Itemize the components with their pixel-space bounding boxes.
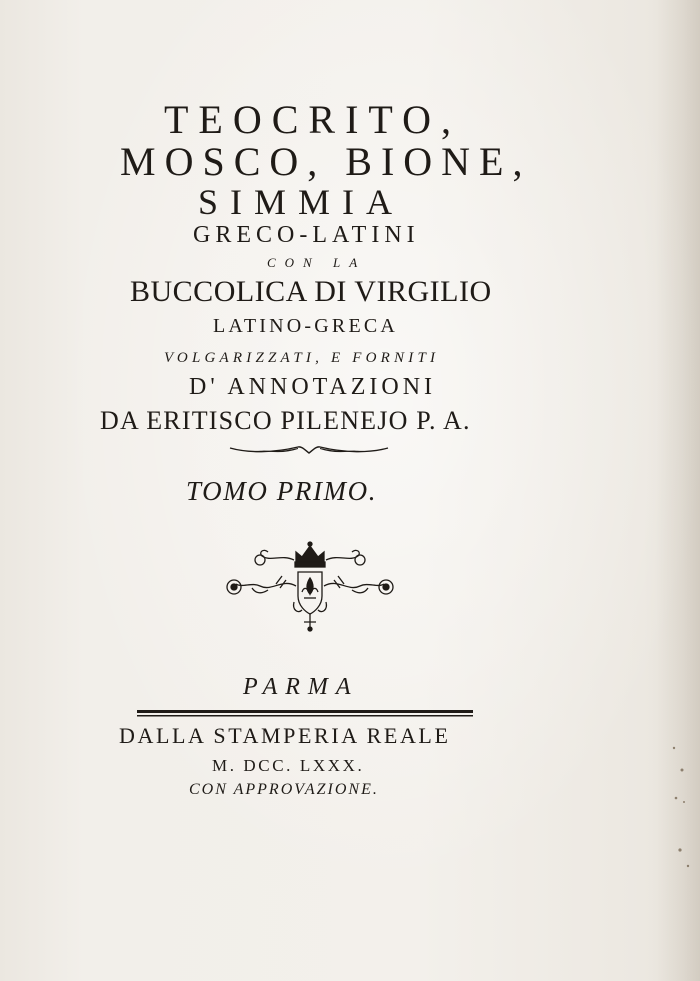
annotazioni-line: D' ANNOTAZIONI [189,374,437,400]
double-rule-divider [137,710,473,718]
latino-greca-line: LATINO-GRECA [213,315,399,337]
imprint-year: M. DCC. LXXX. [212,756,365,775]
imprint-approval: CON APPROVAZIONE. [189,781,379,798]
imprint-city: PARMA [243,674,359,700]
volume-tomo-primo: TOMO PRIMO. [186,476,378,506]
title-line-simmia: SIMMIA [198,182,405,222]
title-line-teocrito: TEOCRITO, [164,97,462,142]
subtitle-greco-latini: GRECO-LATINI [193,222,420,248]
crown-vignette-ornament [222,540,398,632]
buccolica-line: BUCCOLICA DI VIRGILIO [130,275,492,308]
author-line: DA ERITISCO PILENEJO P. A. [100,406,471,435]
con-la-text: CON LA [267,255,367,270]
volgarizzati-line: VOLGARIZZATI, E FORNITI [164,350,440,366]
title-line-mosco-bione: MOSCO, BIONE, [120,139,532,184]
paper-foxing-marks [654,740,694,880]
swash-rule-ornament [228,439,390,457]
imprint-printer: DALLA STAMPERIA REALE [119,723,451,748]
